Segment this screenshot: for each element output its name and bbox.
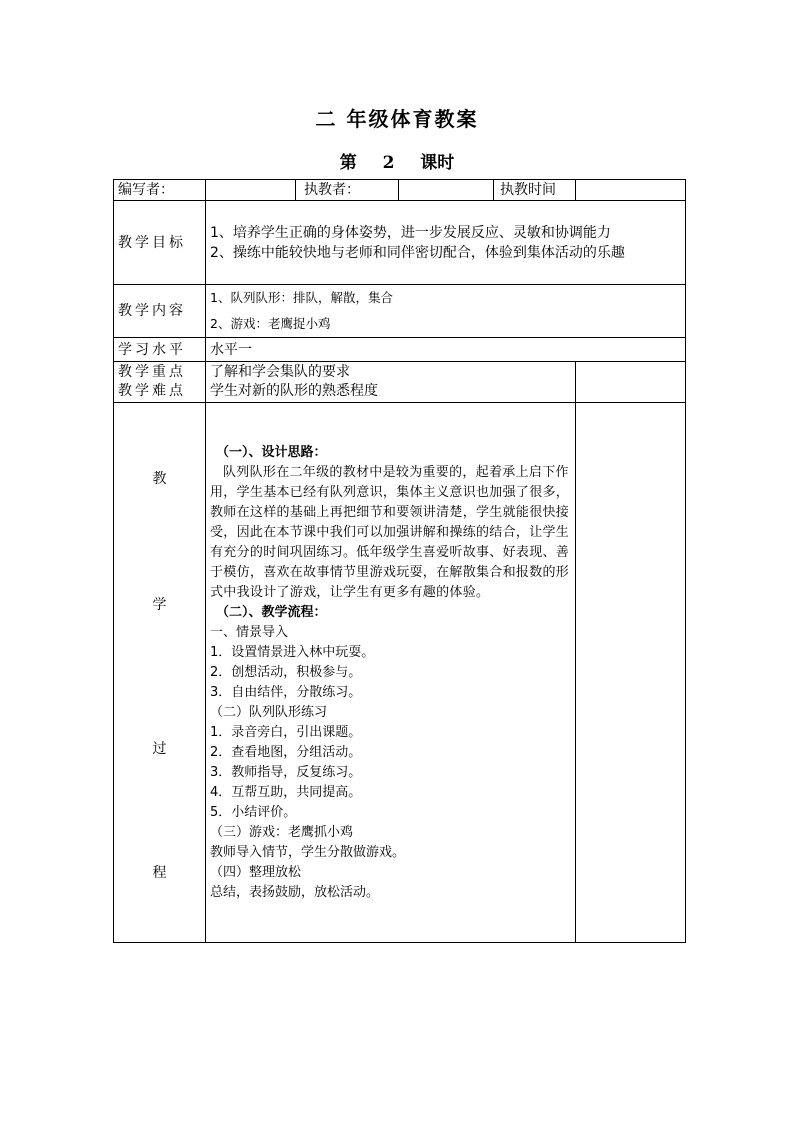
flow-line: 5．小结评价。 [210,804,297,820]
flow-line: 2．创想活动，积极参与。 [210,664,362,680]
key-difficulty-row [114,362,686,403]
time-value [576,180,686,201]
content-row [114,285,686,338]
design-heading: （一）、设计思路： [216,444,327,460]
key-point-label: 教学重点 [118,364,186,380]
process-cell [206,403,576,943]
difficulty-label: 教学难点 [118,383,186,399]
flow-line: 3．教师指导，反复练习。 [210,764,362,780]
flow-line: （二）队列队形练习 [210,704,328,720]
teacher-value [399,180,494,201]
key-point-value: 了解和学会集队的要求 [210,364,350,380]
process-row [114,403,686,943]
level-label: 学习水平 [114,338,206,362]
flow-line: 一、情景导入 [210,624,289,640]
content-item: 2、游戏：老鹰捉小鸡 [210,316,331,331]
page-title: 二 年级体育教案 [315,107,479,131]
content-item: 1、队列队形：排队，解散，集合 [210,290,393,305]
flow-line: 教师导入情节，学生分散做游戏。 [210,844,406,860]
flow-line: （四）整理放松 [210,864,302,880]
difficulty-value: 学生对新的队形的熟悉程度 [210,383,378,399]
flow-line: 3．自由结伴，分散练习。 [210,684,362,700]
key-difficulty-values [206,362,576,403]
goals-cell [206,201,686,285]
content-label: 教学内容 [114,285,206,338]
level-row [114,338,686,362]
process-side-char: 教 [152,471,167,487]
lesson-suffix: 课时 [420,153,455,173]
goals-label: 教学目标 [114,201,206,285]
goals-row [114,201,686,285]
flow-line: 2．查看地图，分组活动。 [210,744,362,760]
flow-line: 1．录音旁白，引出课题。 [210,724,362,740]
process-side-label [114,403,206,943]
flow-line: 1．设置情景进入林中玩耍。 [210,644,375,660]
design-text: 队列队形在二年级的教材中是较为重要的，起着承上启下作用，学生基本已经有队列意识，集体主义意识也加强了很多，教师在这样的基础上再把细节和要领讲清楚，学生就能很快接受，因此在本节课中我们可以加强讲解和操练的结合，让学生有充分的时间巩固练习。低年级学生喜爱听故事、好表现、善于模仿，喜欢在故事情节里游戏玩耍，在解散集合和报数的形式中我设计了游戏，让学生有更多有趣的体验。 [210,464,570,600]
key-difficulty-notes [576,362,686,403]
teacher-label: 执教者： [296,180,399,201]
author-value [206,180,296,201]
process-notes [576,403,686,943]
time-label: 执教时间 [494,180,576,201]
flow-line: 总结，表扬鼓励，放松活动。 [210,884,380,900]
process-side-char: 过 [152,741,167,757]
lesson-number: 2 [382,153,395,173]
author-label: 编写者： [114,180,206,201]
flow-line: （三）游戏：老鹰抓小鸡 [210,824,354,840]
goal-item: 2、操练中能较快地与老师和同伴密切配合，体验到集体活动的乐趣 [210,244,625,261]
process-side-char: 程 [152,865,167,881]
key-difficulty-labels [114,362,206,403]
flow-heading: （二）、教学流程： [216,604,327,620]
lesson-prefix: 第 [339,153,357,173]
info-row [114,180,686,201]
goal-item: 1、培养学生正确的身体姿势，进一步发展反应、灵敏和协调能力 [210,224,611,241]
flow-line: 4．互帮互助，共同提高。 [210,784,362,800]
process-side-char: 学 [152,597,167,613]
content-cell [206,285,686,338]
lesson-plan-table [113,179,686,943]
lesson-heading [0,148,794,173]
level-value: 水平一 [206,338,686,362]
